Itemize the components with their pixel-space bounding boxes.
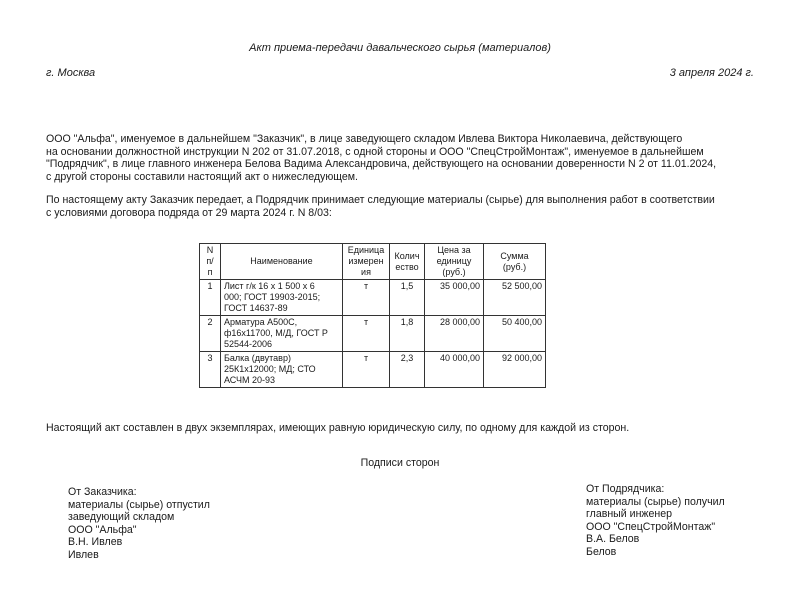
cell-sum: 92 000,00 xyxy=(484,352,546,388)
col-header-sum: Сумма (руб.) xyxy=(484,244,546,280)
cell-name: Арматура А500С, ф16x11700, М/Д, ГОСТ Р 52544-2006 xyxy=(221,316,343,352)
col-header-price: Цена за единицу (руб.) xyxy=(425,244,484,280)
intro-line: ООО "Альфа", именуемое в дальнейшем "Заказчик", в лице заведующего складом Ивлева Виктора Николаевича, действующего xyxy=(46,133,683,145)
col-header-name: Наименование xyxy=(221,244,343,280)
signature-line: ООО "СпецСтройМонтаж" xyxy=(586,520,716,533)
table-header-row xyxy=(200,244,546,280)
transfer-paragraph xyxy=(46,194,766,219)
cell-price: 28 000,00 xyxy=(425,316,484,352)
cell-number: 2 xyxy=(200,316,221,352)
cell-sum: 50 400,00 xyxy=(484,316,546,352)
table-row xyxy=(200,280,546,316)
col-header-unit: Единица измерен ия xyxy=(343,244,390,280)
signature-line: Ивлев xyxy=(68,548,99,561)
transfer-line: с условиями договора подряда от 29 марта 2024 г. N 8/03: xyxy=(46,206,332,219)
signatures-title: Подписи сторон xyxy=(360,457,440,469)
signature-line: От Заказчика: xyxy=(68,486,137,498)
cell-number: 3 xyxy=(200,352,221,388)
intro-line: с другой стороны составили настоящий акт о нижеследующем. xyxy=(46,170,358,183)
table-row xyxy=(200,352,546,388)
signature-line: ООО "Альфа" xyxy=(68,523,137,536)
cell-name: Лист г/к 16 x 1 500 x 6 000; ГОСТ 19903-2015; ГОСТ 14637-89 xyxy=(221,280,343,316)
cell-unit: т xyxy=(343,280,390,316)
signature-line: материалы (сырье) получил xyxy=(586,495,725,508)
transfer-line: По настоящему акту Заказчик передает, а Подрядчик принимает следующие материалы (сырье) для выполнения работ в соответствии xyxy=(46,194,715,206)
signature-line: главный инженер xyxy=(586,508,673,520)
cell-quantity: 1,8 xyxy=(390,316,425,352)
table-row xyxy=(200,316,546,352)
closing-statement: Настоящий акт составлен в двух экземплярах, имеющих равную юридическую силу, по одному для каждой из сторон. xyxy=(46,422,630,434)
cell-quantity: 2,3 xyxy=(390,352,425,388)
cell-unit: т xyxy=(343,352,390,388)
signature-line: заведующий складом xyxy=(68,511,175,523)
cell-name: Балка (двутавр) 25К1x12000; МД; СТО АСЧМ 20-93 xyxy=(221,352,343,388)
customer-signature-block xyxy=(68,486,210,561)
intro-line: на основании должностной инструкции N 202 от 31.07.2018, с одной стороны и ООО "СпецСтройМонтаж", именуемое в дальнейшем xyxy=(46,145,704,158)
col-header-number: N п/ п xyxy=(200,244,221,280)
document-city: г. Москва xyxy=(46,67,96,79)
materials-table xyxy=(199,243,546,388)
intro-paragraph xyxy=(46,133,766,183)
col-header-quantity: Колич ество xyxy=(390,244,425,280)
cell-number: 1 xyxy=(200,280,221,316)
cell-sum: 52 500,00 xyxy=(484,280,546,316)
contractor-signature-block xyxy=(586,483,725,558)
document-date: 3 апреля 2024 г. xyxy=(669,67,754,79)
signature-line: От Подрядчика: xyxy=(586,483,665,495)
cell-price: 35 000,00 xyxy=(425,280,484,316)
intro-line: "Подрядчик", в лице главного инженера Белова Вадима Александровича, действующего на основании доверенности N 2 от 11.01.2024, xyxy=(46,158,717,170)
cell-quantity: 1,5 xyxy=(390,280,425,316)
signature-line: Белов xyxy=(586,545,617,558)
signature-line: материалы (сырье) отпустил xyxy=(68,498,210,511)
document-title: Акт приема-передачи давальческого сырья (материалов) xyxy=(249,42,551,54)
cell-unit: т xyxy=(343,316,390,352)
cell-price: 40 000,00 xyxy=(425,352,484,388)
signature-line: В.Н. Ивлев xyxy=(68,536,123,548)
signature-line: В.А. Белов xyxy=(586,533,640,545)
